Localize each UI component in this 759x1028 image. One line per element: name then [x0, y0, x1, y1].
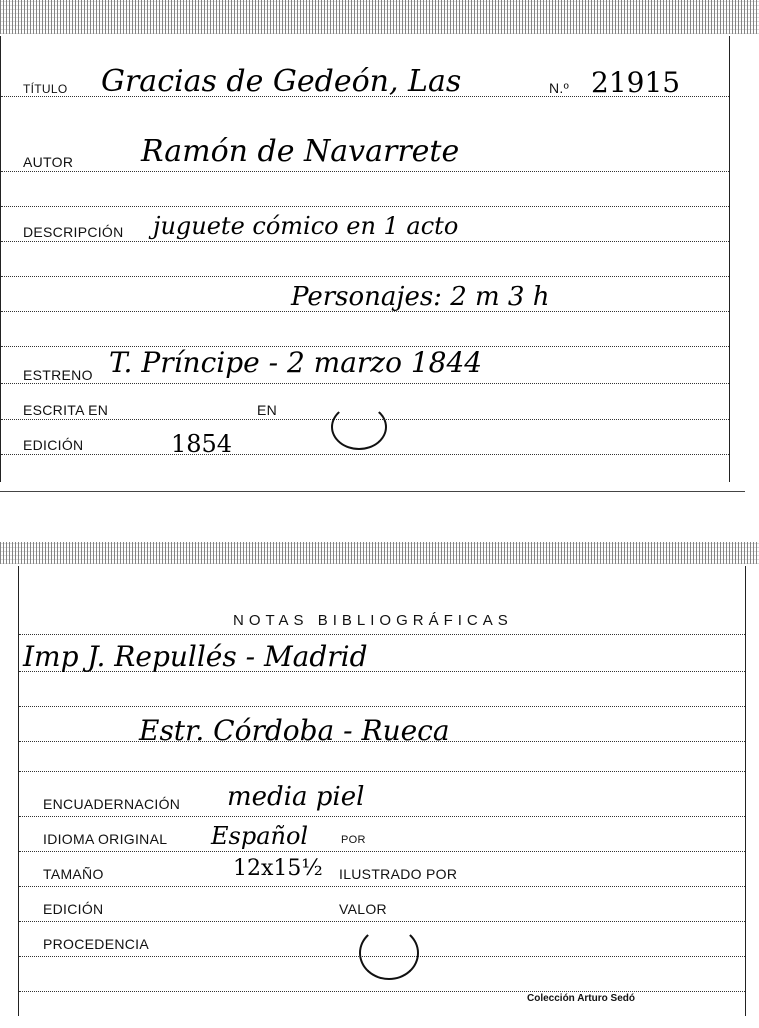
notas-title: NOTAS BIBLIOGRÁFICAS	[233, 612, 513, 629]
encuadernacion-label: ENCUADERNACIÓN	[43, 796, 181, 812]
tamano-value: 12x15½	[233, 856, 323, 881]
idioma-label: IDIOMA ORIGINAL	[43, 831, 168, 847]
stamp-circle-bottom	[359, 926, 419, 980]
idioma-value: Español	[211, 822, 309, 850]
autor-value: Ramón de Navarrete	[141, 134, 460, 169]
numero-value: 21915	[591, 66, 681, 99]
edicion-value: 1854	[171, 430, 233, 458]
top-edge-texture	[0, 0, 759, 34]
nota-2: Estr. Córdoba - Rueca	[139, 714, 450, 747]
nota-1: Imp J. Repullés - Madrid	[23, 640, 368, 673]
edicion2-label: EDICIÓN	[43, 901, 104, 917]
personajes-value: Personajes: 2 m 3 h	[291, 282, 550, 312]
stamp-circle	[331, 404, 387, 450]
titulo-value: Gracias de Gedeón, Las	[101, 64, 462, 99]
en-label: EN	[257, 402, 278, 418]
ilustrado-label: ILUSTRADO POR	[339, 866, 458, 882]
por-label: POR	[341, 834, 366, 846]
titulo-label: TÍTULO	[23, 82, 68, 96]
numero-label: N.º	[549, 80, 570, 96]
escrita-label: ESCRITA EN	[23, 402, 109, 418]
tamano-label: TAMAÑO	[43, 866, 104, 882]
collection-credit: Colección Arturo Sedó	[527, 993, 635, 1004]
procedencia-label: PROCEDENCIA	[43, 936, 149, 952]
edicion-label: EDICIÓN	[23, 437, 84, 453]
descripcion-label: DESCRIPCIÓN	[23, 224, 124, 240]
estreno-label: ESTRENO	[23, 367, 93, 383]
estreno-value: T. Príncipe - 2 marzo 1844	[109, 346, 483, 379]
descripcion-value: juguete cómico en 1 acto	[153, 212, 459, 240]
catalog-card-bottom	[18, 566, 746, 1016]
autor-label: AUTOR	[23, 154, 74, 170]
catalog-card-top	[0, 36, 730, 482]
middle-edge-texture	[0, 542, 759, 564]
valor-label: VALOR	[339, 901, 387, 917]
encuadernacion-value: media piel	[227, 782, 365, 812]
